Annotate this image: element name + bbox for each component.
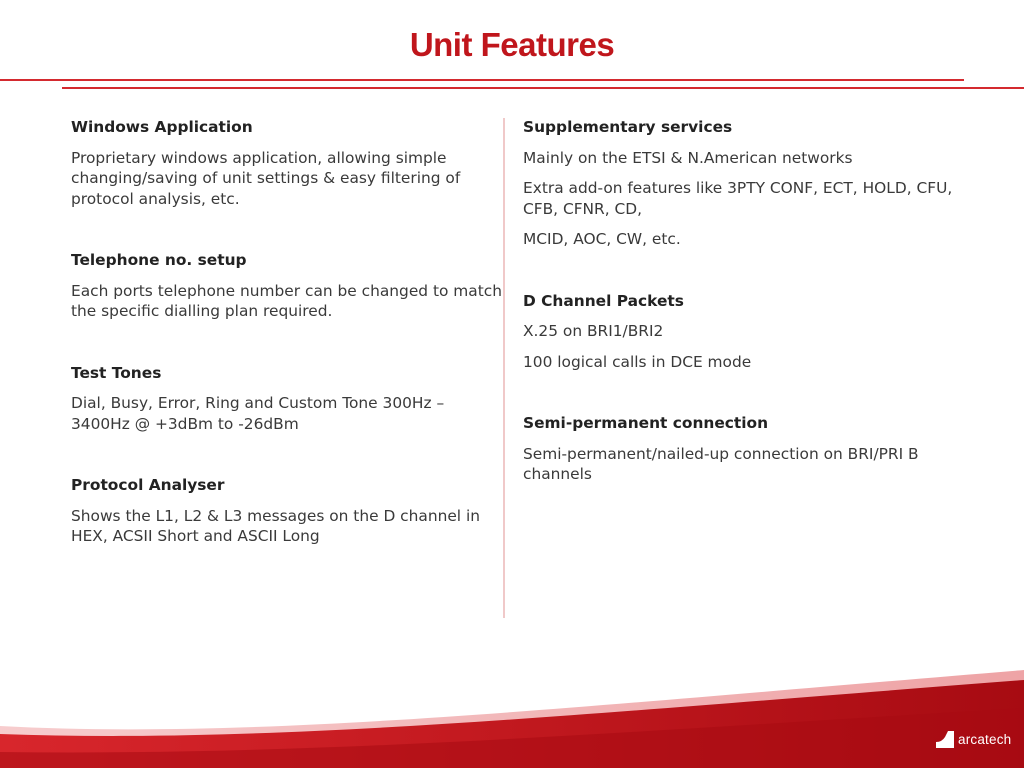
feature-heading: Windows Application: [71, 118, 253, 136]
right-column: [523, 117, 963, 526]
feature-heading: Supplementary services: [523, 118, 733, 136]
feature-section: [523, 413, 963, 485]
feature-section: [71, 363, 503, 435]
feature-description: Semi-permanent/nailed-up connection on BRI/PRI B channels: [523, 444, 919, 483]
title-rule-lower: [62, 87, 1024, 89]
feature-heading: Protocol Analyser: [71, 476, 225, 494]
column-divider: [503, 118, 505, 618]
arcatech-logo-icon: [936, 731, 954, 748]
feature-heading: D Channel Packets: [523, 291, 684, 310]
footer-swoosh: [0, 668, 1024, 768]
left-column: [71, 117, 503, 588]
feature-description: X.25 on BRI1/BRI2: [523, 322, 664, 340]
feature-section: [523, 117, 963, 250]
feature-description: Extra add-on features like 3PTY CONF, ECT, HOLD, CFU, CFB, CFNR, CD,: [523, 179, 953, 218]
feature-description: Shows the L1, L2 & L3 messages on the D channel in HEX, ACSII Short and ASCII Long: [71, 506, 481, 545]
brand: [936, 728, 1011, 750]
feature-description: Mainly on the ETSI & N.American networks: [523, 148, 853, 167]
feature-section: [523, 291, 963, 373]
title-rule-upper: [0, 79, 964, 81]
feature-section: [71, 117, 503, 209]
feature-description: 100 logical calls in DCE mode: [523, 352, 752, 371]
feature-description: Each ports telephone number can be changed to match the specific dialling plan required.: [71, 281, 502, 320]
feature-description: MCID, AOC, CW, etc.: [523, 230, 681, 248]
feature-section: [71, 250, 503, 322]
feature-heading: Telephone no. setup: [71, 251, 247, 269]
feature-heading: Semi-permanent connection: [523, 414, 769, 432]
feature-description: Proprietary windows application, allowing simple changing/saving of unit settings & easy filtering of protocol analysis, etc.: [71, 148, 461, 208]
brand-name: arcatech: [958, 731, 1012, 747]
feature-heading: Test Tones: [71, 363, 162, 382]
feature-description: Dial, Busy, Error, Ring and Custom Tone 300Hz – 3400Hz @ +3dBm to -26dBm: [71, 394, 445, 433]
slide-title: Unit Features: [409, 26, 615, 63]
feature-section: [71, 475, 503, 547]
